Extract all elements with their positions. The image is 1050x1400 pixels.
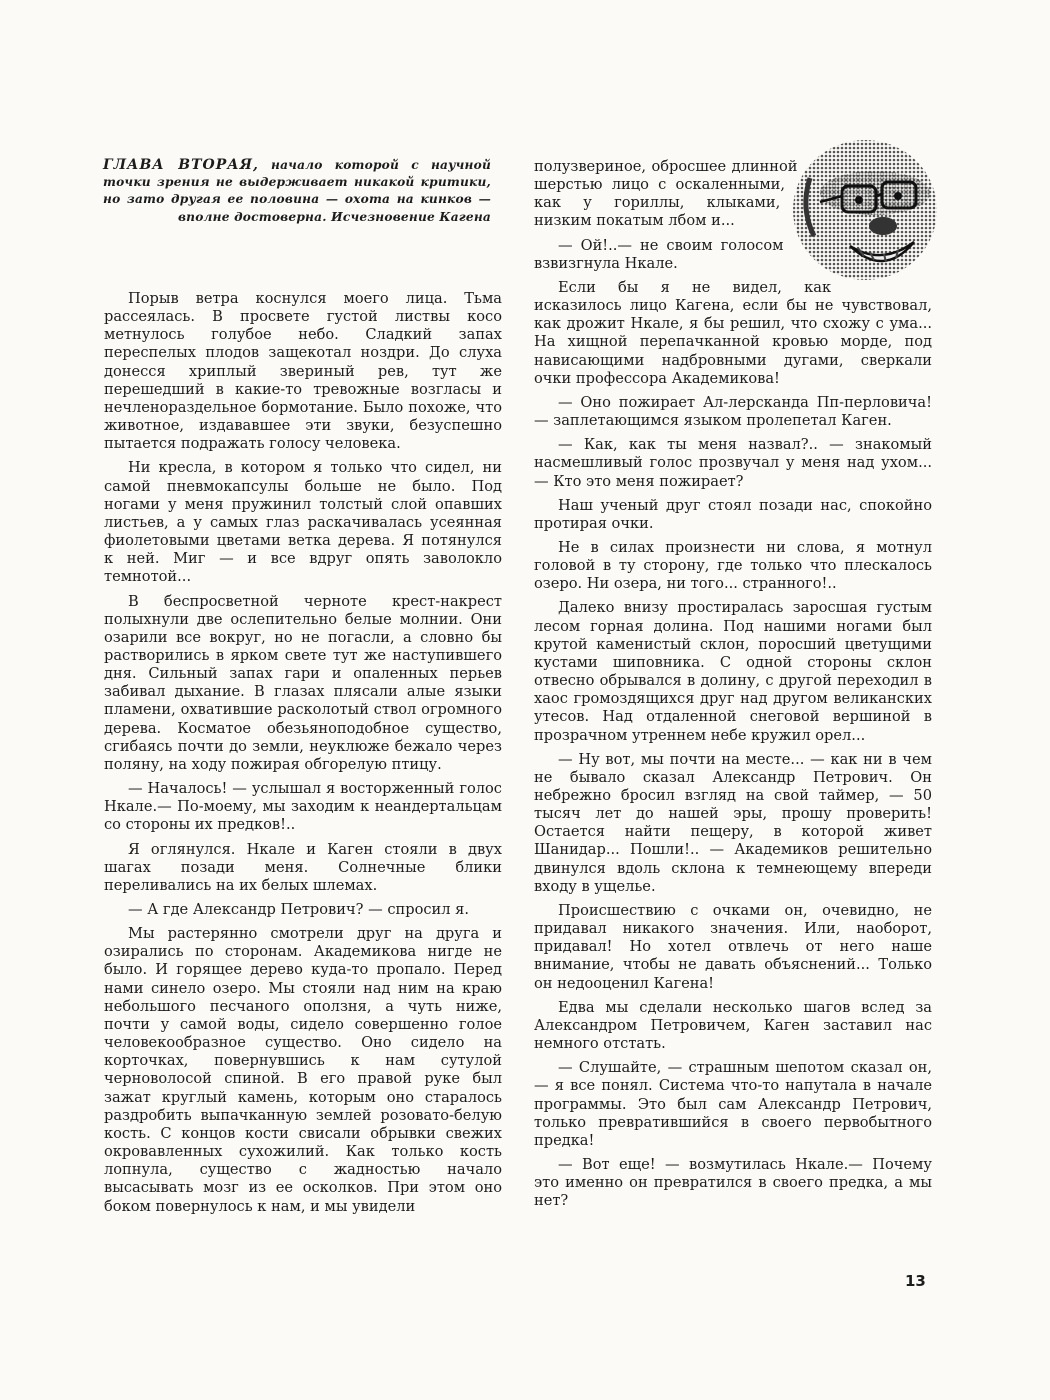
paragraph: Далеко внизу простиралась заросшая густым лесом горная долина. Под нашими ногами был крутой каменистый склон, поросший цветущими кустами шиповника. С одной стороны склон отвесно обрывался в долину, с другой переходил в хаос громоздящихся друг над другом великанских утесов. Над отдаленной снеговой вершиной в прозрачном утреннем небе кружил орел... <box>534 599 932 744</box>
chapter-title: ГЛАВА ВТОРАЯ, <box>103 157 259 173</box>
page-number: 13 <box>905 1272 926 1290</box>
paragraph: В беспросветной черноте крест-накрест полыхнули две ослепительно белые молнии. Они озарили все вокруг, но не погасли, а словно бы растворились в ярком свете тут же наступившего дня. Сильный запах гари и опаленных перьев забивал дыхание. В глазах плясали алые языки пламени, охватившие расколотый ствол огромного дерева. Косматое обезьяноподобное существо, сгибаясь почти до земли, неуклюже бежало через поляну, на ходу пожирая обгорелую птицу. <box>104 592 502 773</box>
paragraph: — Вот еще! — возмутилась Нкале.— Почему это именно он превратился в своего предка, а мы нет? <box>534 1155 932 1210</box>
paragraph: полузвериное, обросшее длинной шерстью лицо с оскаленными, как у гориллы, клыками, низким покатым лбом и... <box>534 158 798 230</box>
paragraph: Происшествию с очками он, очевидно, не придавал никакого значения. Или, наоборот, придавал! Но хотел отвлечь от него наше внимание, чтобы не давать объяснений... Только он недооценил Кагена! <box>534 901 932 992</box>
ape-face-with-glasses-icon <box>780 138 940 288</box>
left-column <box>104 290 502 1222</box>
paragraph: Ни кресла, в котором я только что сидел, ни самой пневмокапсулы больше не было. Под ногами у меня пружинил толстый слой опавших листьев, а у самых глаз раскачивалась усеянная фиолетовыми цветами ветка дерева. Я потянулся к ней. Миг — и все вдруг опять заволокло темнотой... <box>104 459 502 586</box>
paragraph: Я оглянулся. Нкале и Каген стояли в двух шагах позади меня. Солнечные блики переливались на их белых шлемах. <box>104 840 502 894</box>
paragraph: Мы растерянно смотрели друг на друга и озирались по сторонам. Академикова нигде не было. И горящее дерево куда-то пропало. Перед нами синело озеро. Мы стояли над ним на краю небольшого песчаного оползня, а чуть ниже, почти у самой воды, сидело совершенно голое человекообразное существо. Оно сидело на корточках, повернувшись к нам сутулой черноволосой спиной. В его правой руке был зажат круглый камень, которым оно старалось раздробить выпачканную землей розовато-белую кость. С концов кости свисали обрывки свежих окровавленных сухожилий. Как только кость лопнула, существо с жадностью начало высасывать мозг из ее осколков. При этом оно боком повернулось к нам, и мы увидели <box>104 925 502 1215</box>
paragraph: — Слушайте, — страшным шепотом сказал он,— я все понял. Система что-то напутала в начале программы. Это был сам Александр Петрович, только превратившийся в своего первобытного предка! <box>534 1059 932 1149</box>
right-column <box>534 158 932 1216</box>
paragraph: Порыв ветра коснулся моего лица. Тьма рассеялась. В просвете густой листвы косо метнулось голубое небо. Сладкий запах переспелых плодов защекотал ноздри. До слуха донесся хриплый звериный рев, тут же перешедший в какие-то тревожные возгласы и нечленораздельное бормотание. Было похоже, что животное, издававшее эти звуки, безуспешно пытается подражать голосу человека. <box>104 290 502 453</box>
paragraph: — Оно пожирает Ал-лерсканда Пп-перловича! — заплетающимся языком пролепетал Каген. <box>534 393 932 430</box>
paragraph: Если бы я не видел, как исказилось лицо Кагена, если бы не чувствовал, как дрожит Нкале, я бы решил, что схожу с ума... На хищной перепачканной кровью морде, под нависающими надбровными дугами, сверкали очки профессора Академикова! <box>534 278 932 387</box>
paragraph: Едва мы сделали несколько шагов вслед за Александром Петровичем, Каген заставил нас немного отстать. <box>534 998 932 1053</box>
paragraph: — Началось! — услышал я восторженный голос Нкале.— По-моему, мы заходим к неандертальцам со стороны их предков!.. <box>104 780 502 834</box>
paragraph: — А где Александр Петрович? — спросил я. <box>128 901 470 918</box>
paragraph: Наш ученый друг стоял позади нас, спокойно протирая очки. <box>534 496 932 532</box>
paragraph: — Как, как ты меня назвал?.. — знакомый насмешливый голос прозвучал у меня над ухом...— Кто это меня пожирает? <box>534 436 932 490</box>
chapter-summary: начало которой с научной точки зрения не выдерживает никакой критики, но зато другая ее половина — охота на кинков — вполне достоверна. Исчезновение Кагена <box>103 158 491 224</box>
chapter-heading <box>103 157 491 226</box>
paragraph: — Ой!..— не своим голосом взвизгнула Нкале. <box>534 236 784 272</box>
paragraph: Не в силах произнести ни слова, я мотнул головой в ту сторону, где только что плескалось озеро. Ни озера, ни того... странного!.. <box>534 538 932 593</box>
paragraph: — Ну вот, мы почти на месте... — как ни в чем не бывало сказал Александр Петрович. Он небрежно бросил взгляд на свой таймер, — 50 тысяч лет до нашей эры, прошу проверить! Остается найти пещеру, в которой живет Шанидар... Пошли!.. — Академиков решительно двинулся вдоль склона к темнеющему впереди входу в ущелье. <box>534 750 932 895</box>
